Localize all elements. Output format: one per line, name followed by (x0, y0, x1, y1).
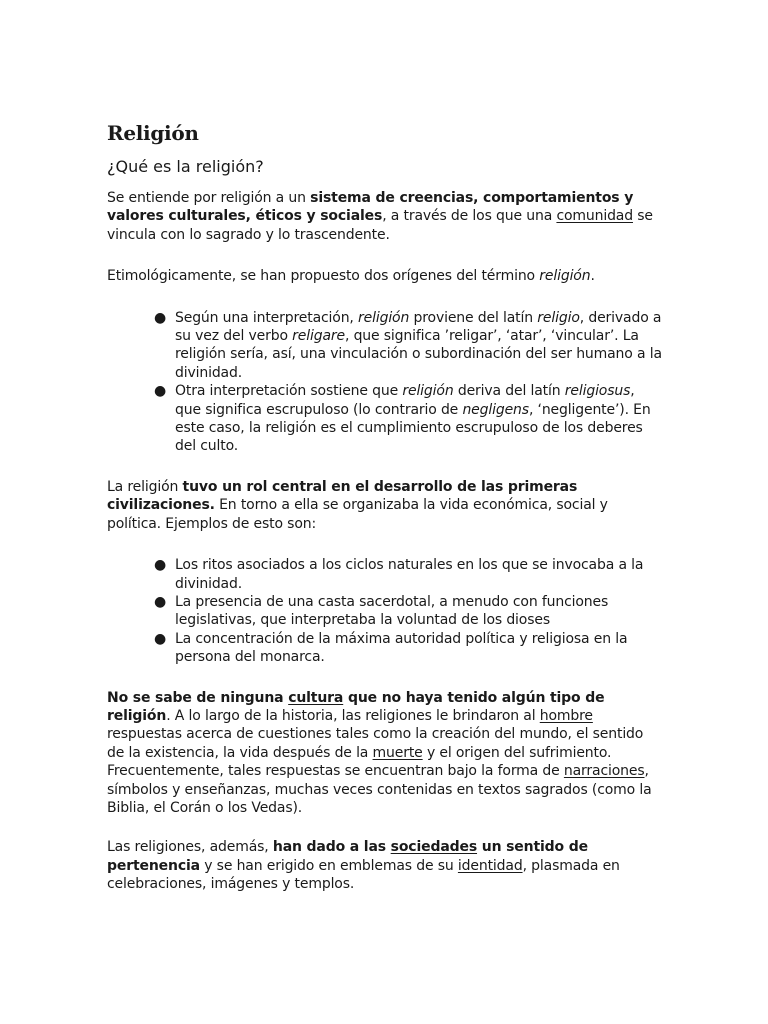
society-text: y se han erigido en emblemas de su (199, 857, 458, 874)
intro-bold-text: sistema de creencias, comportamientos y valores culturales, éticos y sociales (107, 190, 634, 225)
intro-paragraph (107, 189, 663, 244)
list-item-text: Según una interpretación, (175, 309, 359, 326)
etymology-text: . (590, 268, 595, 285)
role-paragraph (107, 478, 663, 533)
muerte-link[interactable]: muerte (372, 744, 423, 761)
culture-text: y el origen del sufrimiento. Frecuentemente, tales respuestas se encuentran bajo la forma de (107, 744, 612, 780)
bullet-icon: ● (154, 309, 167, 326)
list-item-text: , que significa escrupuloso (lo contrario de (175, 383, 635, 418)
list-item-text: deriva del latín (453, 383, 565, 400)
intro-text: Se entiende por religión a un (107, 190, 311, 206)
identidad-link[interactable]: identidad (457, 857, 523, 874)
etymology-paragraph (107, 267, 663, 285)
comunidad-link[interactable]: comunidad (556, 208, 633, 225)
list-item-text: proviene del latín (409, 309, 538, 326)
list-item-text: Los ritos asociados a los ciclos naturales en los que se invocaba a la divinidad. (175, 557, 644, 592)
society-text: , plasmada en celebraciones, imágenes y templos. (107, 857, 620, 893)
society-bold-text: un sentido de pertenencia (107, 839, 588, 874)
list-item (154, 382, 663, 456)
etymology-italic-term: religión (539, 268, 591, 285)
list-item-text: La presencia de una casta sacerdotal, a menudo con funciones legislativas, que interpretaba la voluntad de los dioses (175, 593, 609, 629)
intro-text: , a través de los que una (382, 208, 557, 225)
page-title: Religión (107, 121, 199, 145)
list-item (154, 556, 663, 593)
list-item-text: La concentración de la máxima autoridad política y religiosa en la persona del monarca. (175, 630, 628, 666)
bullet-icon: ● (154, 557, 167, 574)
role-text: En torno a ella se organizaba la vida económica, social y política. Ejemplos de esto son: (107, 497, 608, 532)
sociedades-link[interactable]: sociedades (390, 839, 478, 856)
list-item (154, 630, 663, 667)
list-item (154, 593, 663, 630)
culture-paragraph (107, 689, 663, 818)
society-text: Las religiones, además, (107, 839, 273, 856)
italic-term: religare (292, 328, 345, 345)
role-bold-text: tuvo un rol central en el desarrollo de las primeras civilizaciones. (107, 478, 578, 514)
list-item (154, 309, 663, 383)
examples-list (107, 556, 663, 666)
list-item-text: Otra interpretación sostiene que (175, 383, 403, 400)
origins-list (107, 309, 663, 456)
document-page (107, 118, 663, 894)
list-item-text: , ‘negligente’). En este caso, la religión es el cumplimiento escrupuloso de los deberes del culto. (175, 401, 651, 455)
etymology-text: Etimológicamente, se han propuesto dos orígenes del término (107, 268, 540, 285)
intro-text: se vincula con lo sagrado y lo trascendente. (107, 208, 653, 243)
italic-term: religiosus (564, 383, 631, 400)
italic-term: negligens (462, 401, 529, 418)
society-paragraph (107, 838, 663, 893)
culture-text: . A lo largo de la historia, las religiones le brindaron al (166, 707, 540, 724)
bullet-icon: ● (154, 383, 167, 400)
society-bold-text: han dado a las (272, 839, 391, 856)
narraciones-link[interactable]: narraciones (563, 763, 645, 780)
section-subtitle: ¿Qué es la religión? (107, 157, 264, 176)
culture-text: respuestas acerca de cuestiones tales como la creación del mundo, el sentido de la existencia, la vida después de la (107, 726, 644, 761)
bullet-icon: ● (154, 630, 167, 647)
italic-term: religión (358, 309, 410, 326)
list-item-text: , derivado a su vez del verbo (175, 309, 662, 345)
italic-term: religión (402, 383, 454, 400)
bullet-icon: ● (154, 593, 167, 610)
cultura-link[interactable]: cultura (288, 689, 344, 706)
hombre-link[interactable]: hombre (539, 707, 593, 724)
culture-text: , símbolos y enseñanzas, muchas veces contenidas en textos sagrados (como la Biblia, el Corán o los Vedas). (107, 763, 652, 816)
italic-term: religio (537, 309, 580, 326)
culture-bold-text: No se sabe de ninguna (107, 689, 289, 706)
role-text: La religión (107, 478, 183, 495)
list-item-text: , que significa ’religar’, ‘atar’, ‘vincular’. La religión sería, así, una vinculación o subordinación del ser humano a la divinidad. (175, 328, 662, 381)
culture-bold-text: que no haya tenido algún tipo de religión (107, 689, 605, 724)
